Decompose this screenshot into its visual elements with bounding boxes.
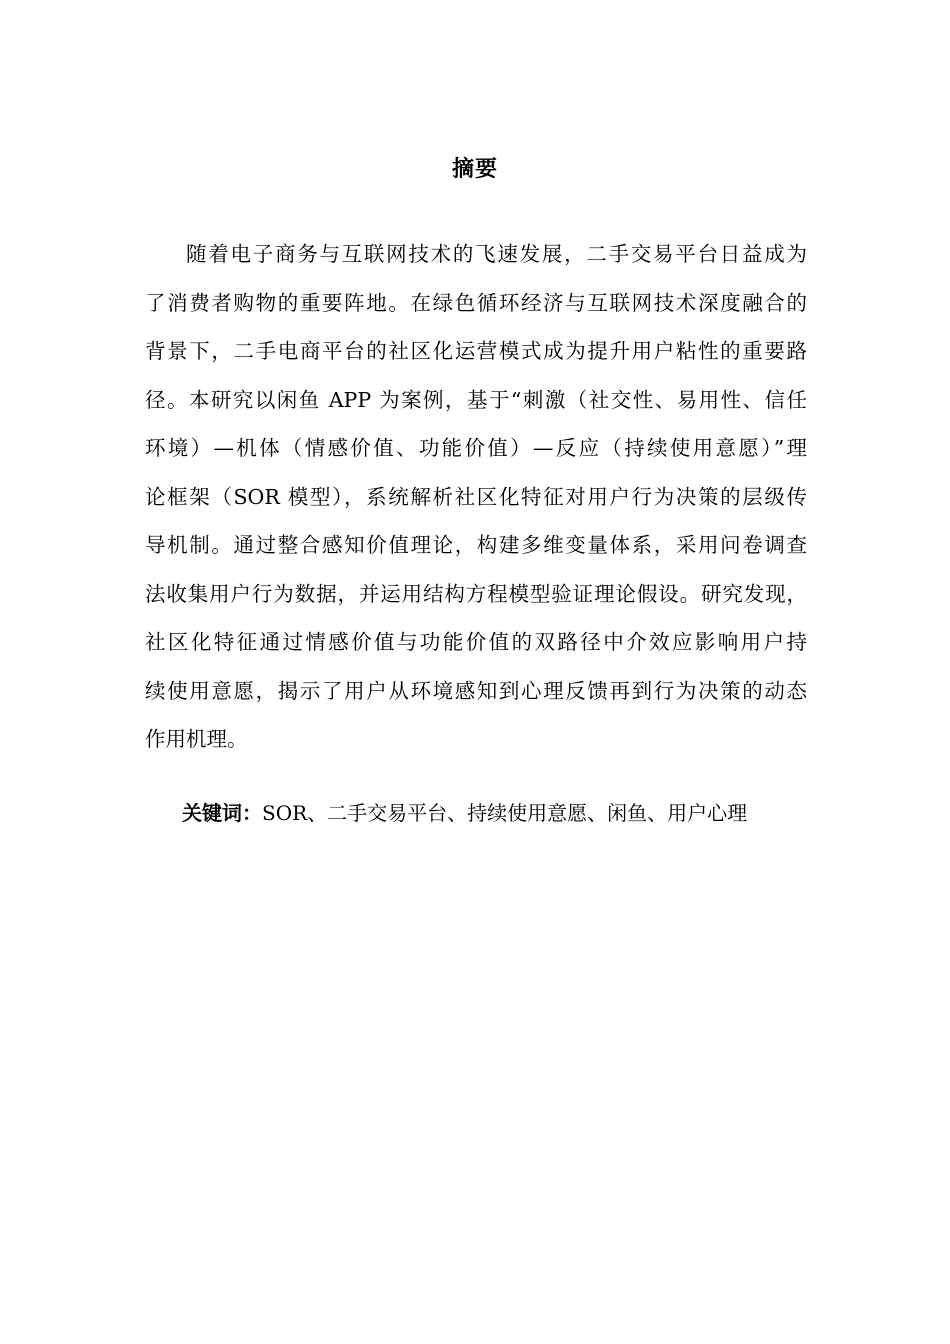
keywords-label: 关键词： (182, 801, 262, 825)
keywords-list: SOR、二手交易平台、持续使用意愿、闲鱼、用户心理 (262, 801, 748, 825)
abstract-line: 续使用意愿，揭示了用户从环境感知到心理反馈再到行为决策的动态 (145, 678, 807, 703)
keywords-line (182, 795, 747, 831)
abstract-line: 法收集用户行为数据，并运用结构方程模型验证理论假设。研究发现， (145, 581, 807, 606)
abstract-line: 作用机理。 (145, 727, 248, 751)
abstract-line: 论框架（SOR 模型），系统解析社区化特征对用户行为决策的层级传 (145, 484, 807, 509)
page-title: 摘要 (451, 157, 498, 182)
abstract-line: 随着电子商务与互联网技术的飞速发展，二手交易平台日益成为 (186, 242, 807, 266)
abstract-line: 导机制。通过整合感知价值理论，构建多维变量体系，采用问卷调查 (145, 533, 807, 557)
abstract-body (145, 236, 807, 770)
abstract-line: 了消费者购物的重要阵地。在绿色循环经济与互联网技术深度融合的 (145, 290, 807, 315)
abstract-line: 背景下，二手电商平台的社区化运营模式成为提升用户粘性的重要路 (145, 339, 807, 363)
abstract-line: 社区化特征通过情感价值与功能价值的双路径中介效应影响用户持 (145, 630, 807, 654)
abstract-line: 径。本研究以闲鱼 APP 为案例，基于“刺激（社交性、易用性、信任 (145, 387, 807, 412)
abstract-line: 环境）—机体（情感价值、功能价值）—反应（持续使用意愿）”理 (145, 436, 807, 460)
